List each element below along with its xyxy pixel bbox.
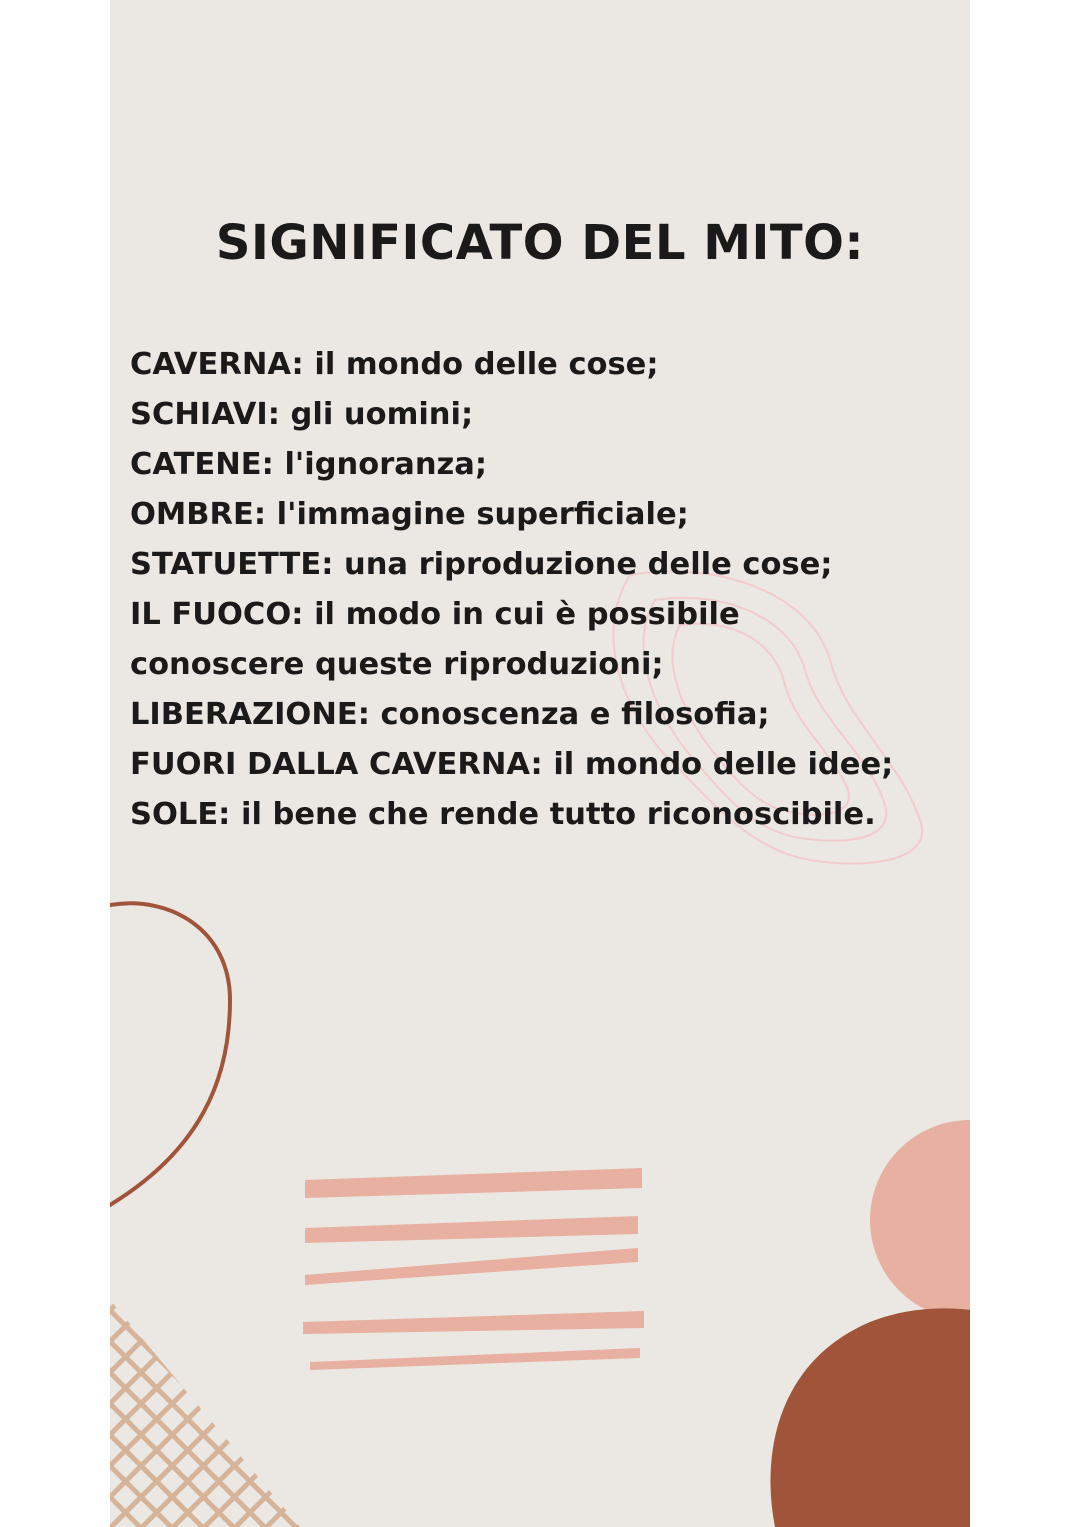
list-item: [130, 590, 790, 690]
item-text: il bene che rende tutto riconoscibile.: [230, 797, 876, 832]
item-text: l'ignoranza;: [273, 447, 488, 482]
pink-stripes: [303, 1168, 644, 1370]
list-item: [130, 340, 960, 390]
list-item: [130, 690, 960, 740]
item-text: una riproduzione delle cose;: [333, 547, 833, 582]
rust-blob: [770, 1308, 970, 1527]
item-term: STATUETTE:: [130, 547, 334, 582]
item-term: FUORI DALLA CAVERNA:: [130, 747, 543, 782]
grid-pattern: [110, 1290, 330, 1527]
document-page: [110, 0, 970, 1527]
item-text: il mondo delle idee;: [542, 747, 894, 782]
item-text: il modo in cui è possibile conoscere queste riproduzioni;: [130, 597, 740, 682]
item-text: conoscenza e filosofia;: [369, 697, 770, 732]
rust-outline-shape: [110, 903, 230, 1205]
meaning-list: [130, 340, 960, 840]
item-text: l'immagine superficiale;: [266, 497, 689, 532]
item-term: OMBRE:: [130, 497, 267, 532]
item-term: LIBERAZIONE:: [130, 697, 370, 732]
item-term: CAVERNA:: [130, 347, 304, 382]
list-item: [130, 540, 960, 590]
item-text: gli uomini;: [279, 397, 474, 432]
item-term: SCHIAVI:: [130, 397, 280, 432]
list-item: [130, 440, 960, 490]
pink-circle: [870, 1120, 970, 1320]
list-item: [130, 390, 960, 440]
item-term: IL FUOCO:: [130, 597, 304, 632]
page-title: SIGNIFICATO DEL MITO:: [215, 215, 865, 271]
list-item: [130, 790, 960, 840]
list-item: [130, 740, 960, 790]
item-term: CATENE:: [130, 447, 274, 482]
item-term: SOLE:: [130, 797, 231, 832]
item-text: il mondo delle cose;: [303, 347, 659, 382]
list-item: [130, 490, 960, 540]
